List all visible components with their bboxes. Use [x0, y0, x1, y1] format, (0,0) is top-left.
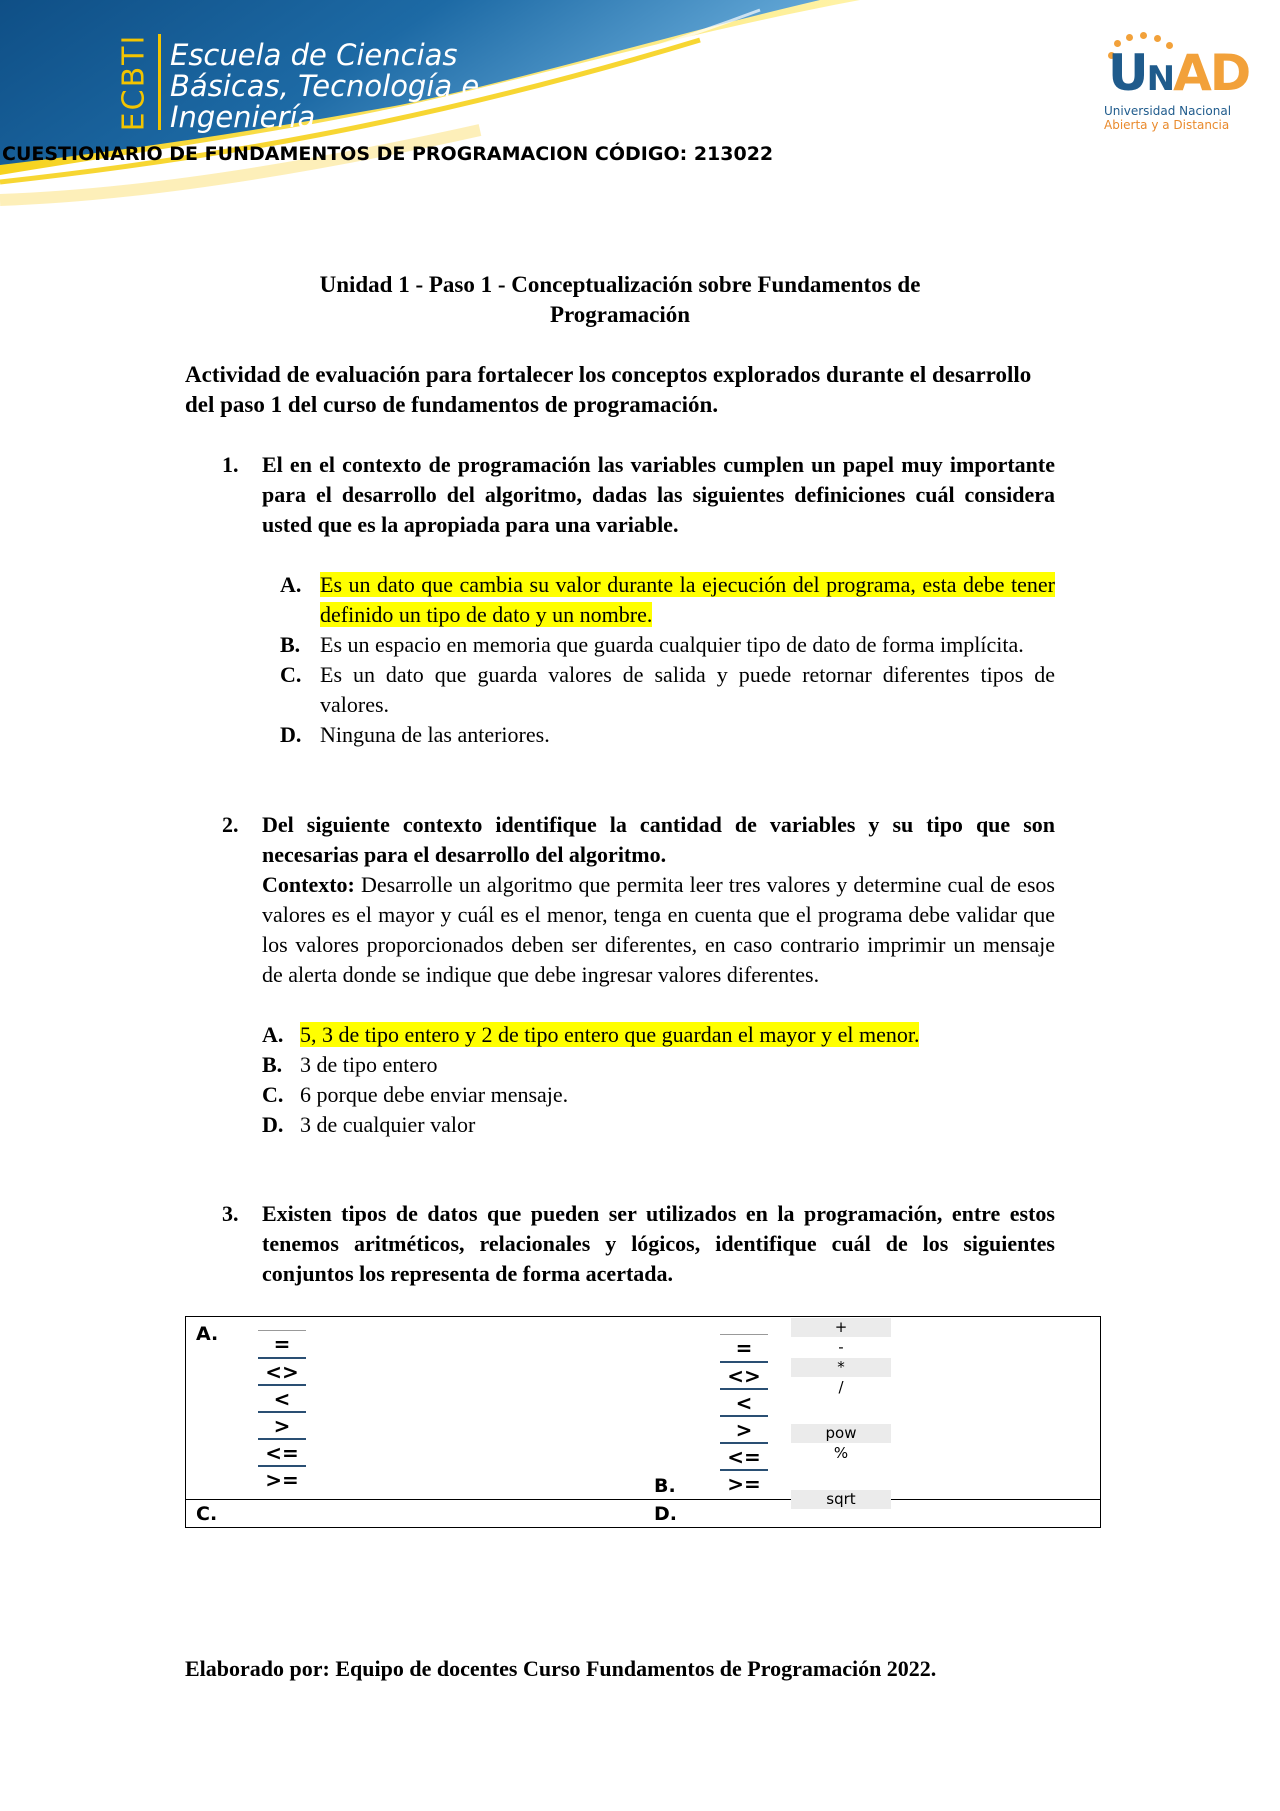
operator: <= [720, 1442, 768, 1469]
page-title [185, 270, 1055, 330]
operator: = [258, 1330, 306, 1357]
school-line-2: Básicas, Tecnología e [170, 69, 480, 103]
option-b: B. 3 de tipo entero [262, 1052, 438, 1077]
document-code-title: CUESTIONARIO DE FUNDAMENTOS DE PROGRAMACION CÓDIGO: 213022 [2, 143, 774, 165]
table-row-divider [186, 1499, 1100, 1500]
operator: > [720, 1415, 768, 1442]
relational-operators-set-b [720, 1334, 768, 1496]
operator: < [258, 1384, 306, 1411]
answer-options [280, 570, 1055, 750]
operator: <> [258, 1357, 306, 1384]
question-number: 2. [222, 812, 239, 837]
operator: pow [791, 1424, 891, 1443]
unad-wordmark: UNAD [1108, 44, 1250, 102]
ecbti-vertical-tag: ECBTI [116, 33, 152, 131]
option-text: 3 de cualquier valor [300, 1112, 476, 1137]
unad-logo-line-1: Universidad Nacional [1104, 104, 1232, 118]
school-line-1: Escuela de Ciencias [170, 38, 458, 72]
arithmetic-operators-set [791, 1318, 891, 1510]
option-b: B. Es un espacio en memoria que guarda cualquier tipo de dato de forma implícita. [280, 632, 1024, 657]
operator: > [258, 1411, 306, 1438]
school-line-3: Ingeniería [170, 100, 316, 134]
answer-options [262, 1020, 1055, 1140]
option-text: 6 porque debe enviar mensaje. [300, 1082, 569, 1107]
unad-logo-line-2: Abierta y a Distancia [1104, 118, 1230, 132]
table-label-b: B. [654, 1475, 676, 1497]
question-number: 1. [222, 452, 239, 477]
ecbti-divider [158, 34, 161, 130]
option-d: D. 3 de cualquier valor [262, 1112, 476, 1137]
question-stem: Existen tipos de datos que pueden ser utilizados en la programación, entre estos tenemos aritméticos, relacionales y lógicos, identifique cuál de los siguientes conjuntos los representa de forma acertada. [262, 1201, 1055, 1286]
operator: sqrt [791, 1490, 891, 1509]
option-c: C. Es un dato que guarda valores de salida y puede retornar diferentes tipos de valores. [280, 662, 1055, 717]
page-title-line-1: Unidad 1 - Paso 1 - Conceptualización sobre Fundamentos de [319, 272, 921, 297]
question-1 [222, 450, 1055, 750]
relational-operators-set-a [258, 1330, 306, 1492]
operator: / [838, 1378, 844, 1396]
school-name [170, 40, 479, 133]
option-text-highlighted: 5, 3 de tipo entero y 2 de tipo entero que guardan el mayor y el menor. [300, 1022, 920, 1047]
operator-spacer [791, 1470, 891, 1489]
operator: >= [258, 1465, 306, 1492]
table-label-c: C. [196, 1503, 218, 1525]
operator: % [833, 1444, 849, 1462]
operator-spacer [791, 1404, 891, 1423]
page-title-line-2: Programación [549, 302, 691, 327]
option-text: Es un dato que guarda valores de salida y puede retornar diferentes tipos de valores. [320, 662, 1055, 717]
option-a: A. 5, 3 de tipo entero y 2 de tipo entero que guardan el mayor y el menor. [262, 1022, 920, 1047]
option-a: A. Es un dato que cambia su valor durante la ejecución del programa, esta debe tener definido un tipo de dato y un nombre. [280, 572, 1055, 627]
q3-options-table [185, 1316, 1101, 1528]
operator: * [791, 1358, 891, 1377]
operator: <= [258, 1438, 306, 1465]
option-d: D. Ninguna de las anteriores. [280, 722, 550, 747]
page-header [0, 0, 1280, 230]
table-label-d: D. [654, 1503, 677, 1525]
author-footer: Elaborado por: Equipo de docentes Curso Fundamentos de Programación 2022. [185, 1656, 937, 1681]
question-stem: El en el contexto de programación las variables cumplen un papel muy importante para el desarrollo del algoritmo, dadas las siguientes definiciones cuál considera usted que es la apropiada para una variable. [262, 452, 1055, 537]
unad-logo [1100, 28, 1250, 138]
operator: < [720, 1388, 768, 1415]
question-3 [222, 1199, 1055, 1289]
operator: - [838, 1338, 844, 1356]
option-text-highlighted: Es un dato que cambia su valor durante la ejecución del programa, esta debe tener definido un tipo de dato y un nombre. [320, 572, 1055, 627]
option-c: C. 6 porque debe enviar mensaje. [262, 1082, 569, 1107]
table-label-a: A. [196, 1323, 219, 1345]
operator: = [720, 1334, 768, 1361]
question-2 [222, 810, 1055, 1140]
question-number: 3. [222, 1201, 239, 1226]
operator: <> [720, 1361, 768, 1388]
option-text: Es un espacio en memoria que guarda cualquier tipo de dato de forma implícita. [320, 632, 1024, 657]
question-stem: Del siguiente contexto identifique la cantidad de variables y su tipo que son necesarias para el desarrollo del algoritmo. [262, 812, 1055, 867]
question-context: Contexto: Desarrolle un algoritmo que permita leer tres valores y determine cual de esos valores es el mayor y cuál es el menor, tenga en cuenta que el programa debe validar que los valores proporcionados deben ser diferentes, en caso contrario imprimir un mensaje de alerta donde se indique que debe ingresar valores diferentes. [262, 872, 1055, 987]
activity-intro: Actividad de evaluación para fortalecer los conceptos explorados durante el desarrollo del paso 1 del curso de fundamentos de programación. [185, 362, 1032, 417]
operator: + [791, 1318, 891, 1337]
option-text: 3 de tipo entero [300, 1052, 438, 1077]
operator: >= [720, 1469, 768, 1496]
option-text: Ninguna de las anteriores. [320, 722, 550, 747]
